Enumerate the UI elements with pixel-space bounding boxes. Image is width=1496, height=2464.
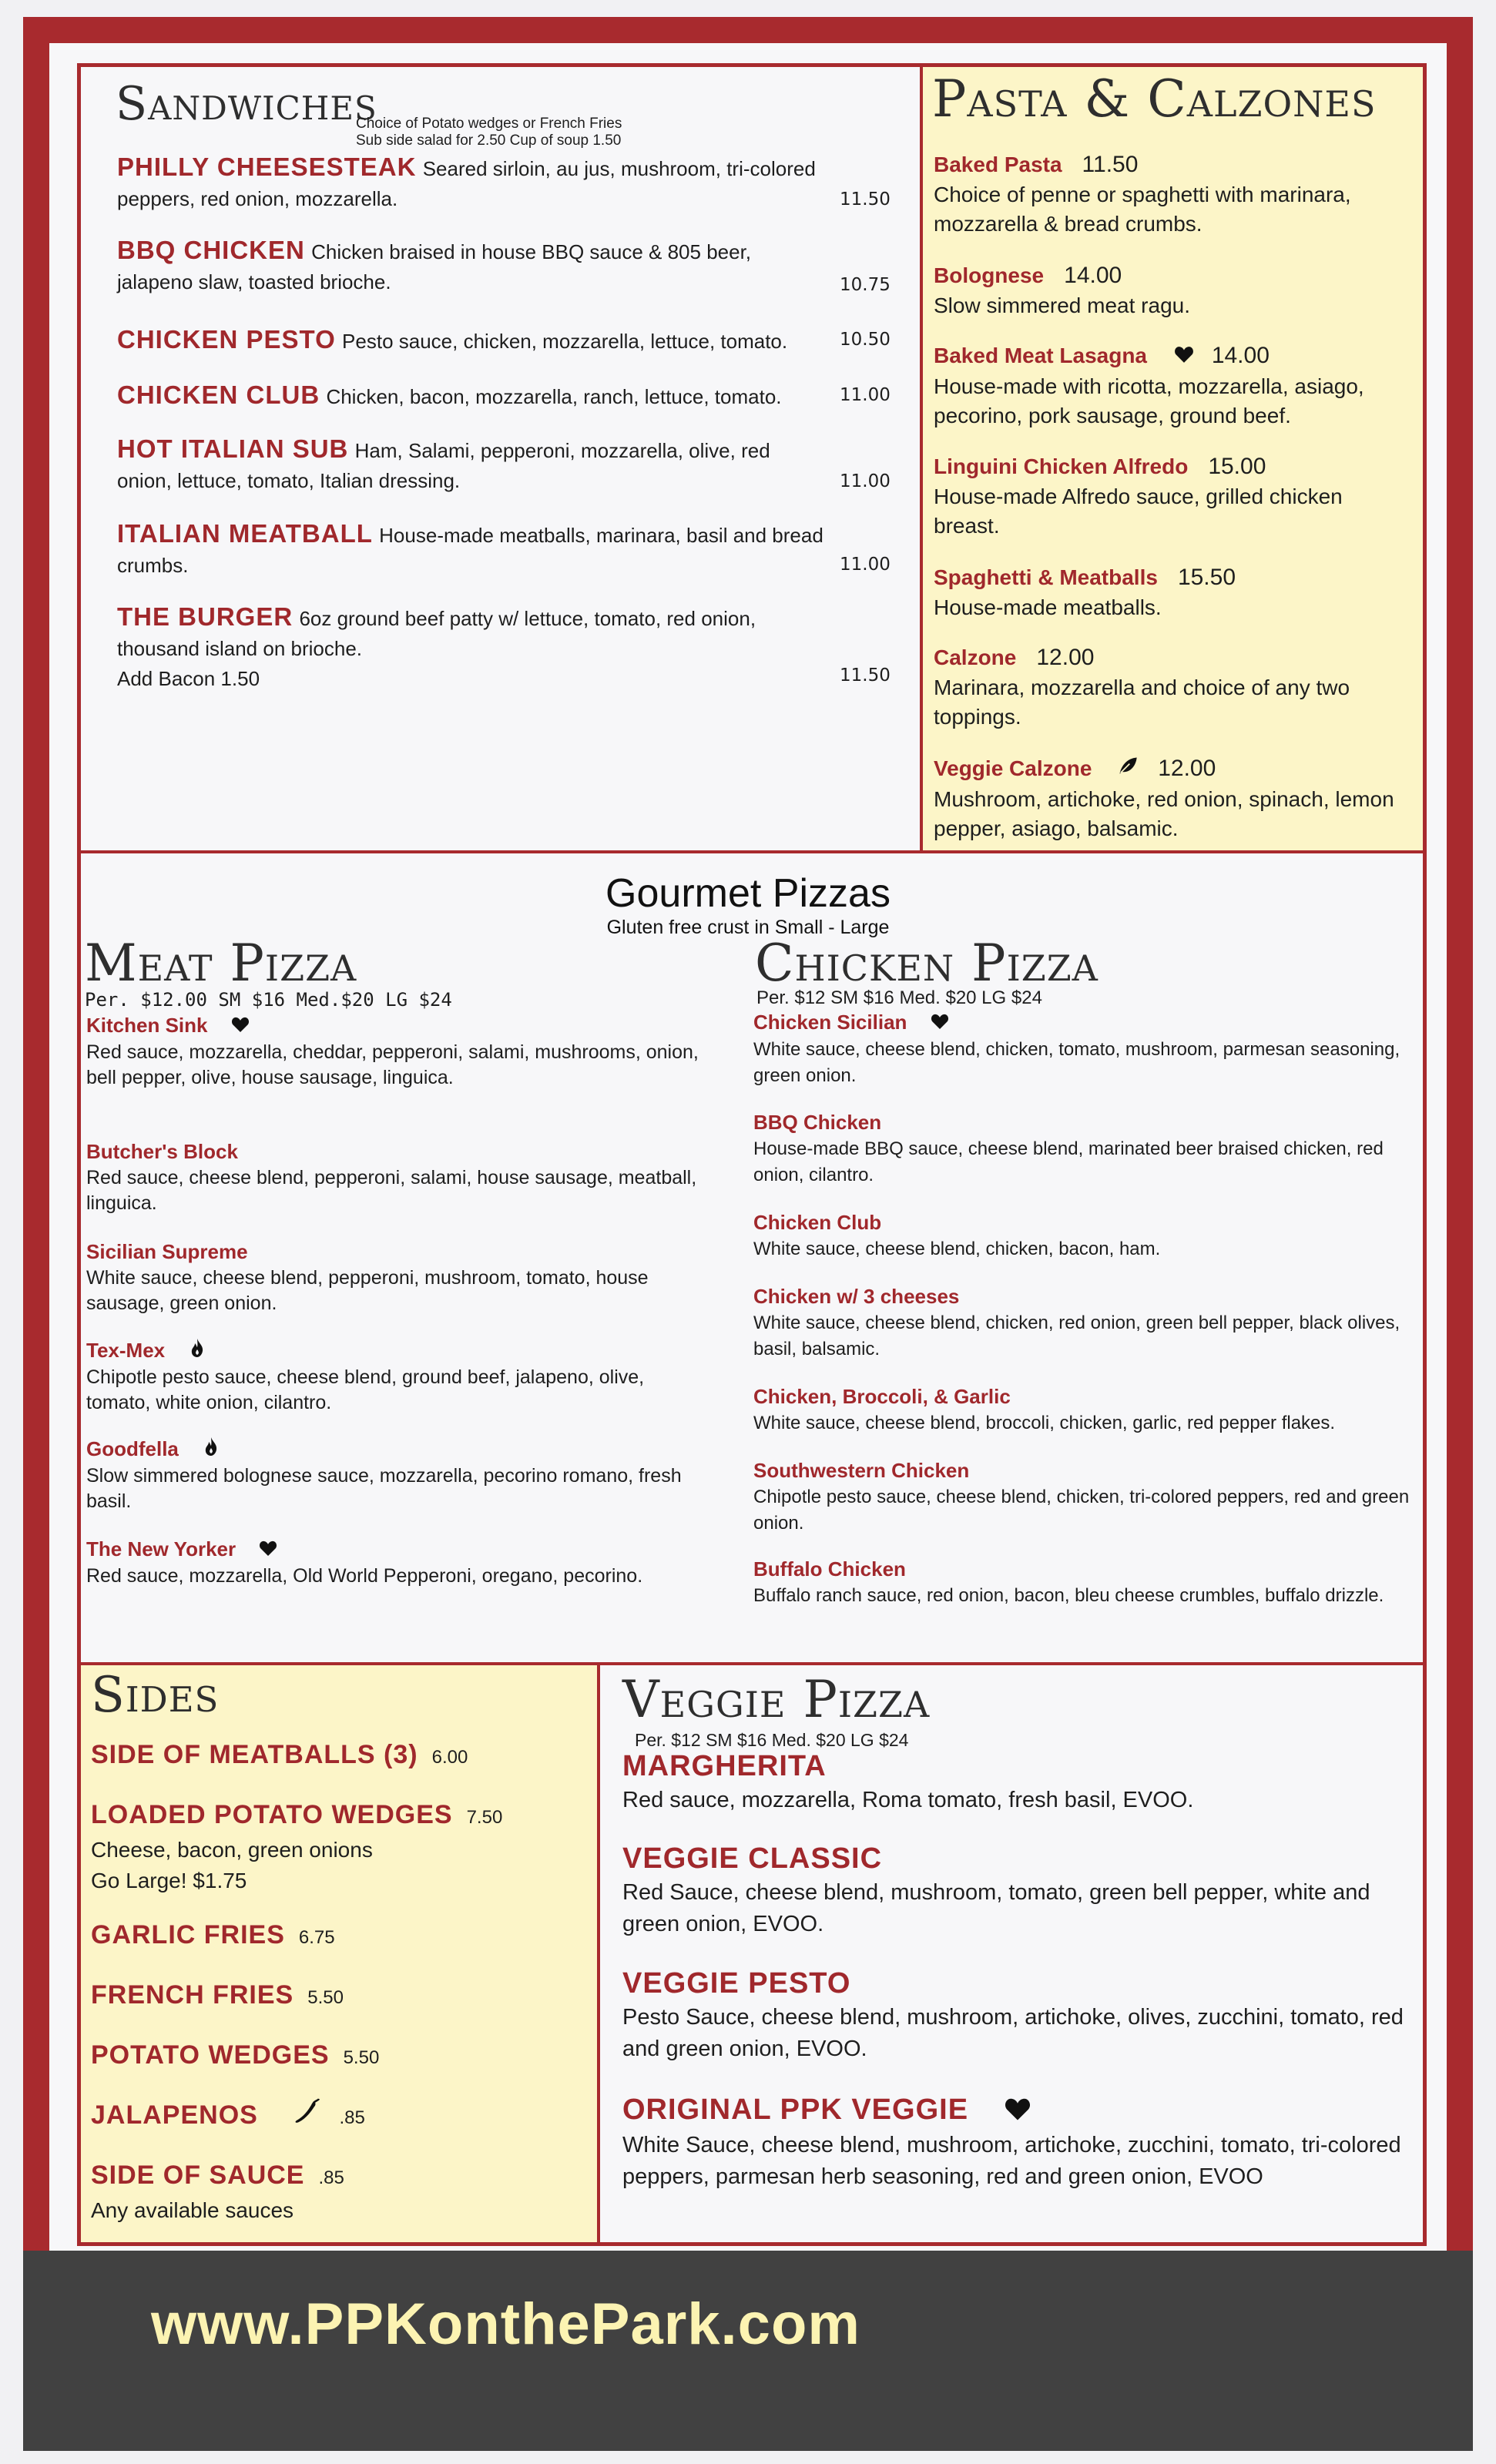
pizza-name: Butcher's Block <box>86 1140 238 1163</box>
pasta-item <box>934 260 1411 320</box>
pizza-name: Chicken Sicilian <box>753 1011 907 1034</box>
pasta-desc: House-made Alfredo sauce, grilled chicken breast. <box>934 484 1343 538</box>
divider-sandwich-pasta <box>920 66 923 852</box>
pizza-desc: Red sauce, mozzarella, Old World Pepperoni, oregano, pecorino. <box>86 1564 643 1587</box>
side-name: SIDE OF SAUCE <box>91 2161 305 2190</box>
heart-icon <box>1174 341 1194 372</box>
side-item <box>91 2098 365 2135</box>
side-item <box>91 2038 379 2075</box>
side-desc: Cheese, bacon, green onions <box>91 1838 373 1862</box>
pizza-desc: White Sauce, cheese blend, mushroom, artichoke, zucchini, tomato, tri-colored peppers, parmesan herb seasoning, red and green onion, EVOO <box>622 2132 1401 2189</box>
veggie-pizza-title: Veggie Pizza <box>622 1670 931 1729</box>
side-price: 7.50 <box>466 1807 503 1828</box>
pasta-price: 12.00 <box>1036 645 1095 670</box>
sandwich-name: PHILLY CHEESESTEAK <box>117 153 417 181</box>
sandwiches-note: Choice of Potato wedges or French Fries Sub side salad for 2.50 Cup of soup 1.50 <box>356 116 622 149</box>
chicken-pizza-item <box>753 1556 1421 1609</box>
sandwich-price: 11.50 <box>840 189 891 210</box>
sandwich-price: 11.50 <box>840 665 891 686</box>
pizza-name: BBQ Chicken <box>753 1111 882 1134</box>
pizza-desc: Red sauce, cheese blend, pepperoni, salami, house sausage, meatball, linguica. <box>86 1167 697 1214</box>
pizza-name: VEGGIE CLASSIC <box>622 1842 883 1875</box>
pasta-name: Linguini Chicken Alfredo <box>934 454 1189 478</box>
sandwich-desc: House-made meatballs, marinara, basil and bread crumbs. <box>117 524 823 577</box>
chicken-pizza-prices: Per. $12 SM $16 Med. $20 LG $24 <box>756 987 1042 1008</box>
pizza-desc: Slow simmered bolognese sauce, mozzarella, pecorino romano, fresh basil. <box>86 1465 682 1512</box>
pasta-title: Pasta & Calzones <box>932 69 1377 129</box>
pizza-desc: Pesto Sauce, cheese blend, mushroom, artichoke, olives, zucchini, tomato, red and green onion, EVOO. <box>622 2005 1404 2061</box>
side-name: JALAPENOS <box>91 2100 258 2130</box>
sandwich-name: ITALIAN MEATBALL <box>117 519 373 548</box>
pepper-icon <box>293 2098 320 2134</box>
pasta-item <box>934 753 1411 843</box>
divider-bottom-section <box>80 1662 1425 1665</box>
side-item <box>91 1978 344 2015</box>
pizza-desc: Red sauce, mozzarella, cheddar, pepperoni, salami, mushrooms, onion, bell pepper, olive, house sausage, linguica. <box>86 1041 699 1088</box>
side-price: 6.00 <box>431 1747 468 1768</box>
veggie-pizza-item <box>622 2090 1408 2193</box>
flame-icon <box>190 1338 205 1365</box>
side-price: .85 <box>339 2107 365 2128</box>
pizza-name: VEGGIE PESTO <box>622 1967 851 2000</box>
sandwich-item <box>117 519 826 581</box>
pasta-desc: Mushroom, artichoke, red onion, spinach, lemon pepper, asiago, balsamic. <box>934 787 1394 840</box>
side-item <box>91 2158 344 2226</box>
sandwich-item <box>117 380 826 412</box>
side-price: 6.75 <box>298 1927 335 1948</box>
pizza-desc: White sauce, cheese blend, pepperoni, mushroom, tomato, house sausage, green onion. <box>86 1267 649 1314</box>
pizza-desc: Red sauce, mozzarella, Roma tomato, fresh basil, EVOO. <box>622 1788 1194 1812</box>
side-desc-extra: Go Large! $1.75 <box>91 1869 247 1892</box>
pasta-item <box>934 451 1411 541</box>
heart-icon <box>931 1011 949 1037</box>
meat-pizza-item <box>86 1138 703 1216</box>
pizza-desc: Chipotle pesto sauce, cheese blend, chicken, tri-colored peppers, red and green onion. <box>753 1487 1410 1534</box>
side-item <box>91 1918 335 1955</box>
pasta-item <box>934 562 1411 622</box>
pasta-item <box>934 340 1411 431</box>
sandwich-item <box>117 236 826 297</box>
sandwich-name: HOT ITALIAN SUB <box>117 434 349 463</box>
pizza-name: The New Yorker <box>86 1537 236 1561</box>
chicken-pizza-item <box>753 1209 1421 1262</box>
chicken-pizza-item <box>753 1009 1421 1089</box>
heart-icon <box>231 1014 250 1040</box>
pasta-name: Baked Pasta <box>934 153 1062 176</box>
pasta-price: 15.50 <box>1177 565 1236 590</box>
website-link[interactable]: www.PPKonthePark.com <box>151 2291 860 2357</box>
pizza-name: Tex-Mex <box>86 1339 166 1362</box>
veggie-pizza-item <box>622 1839 1408 1940</box>
flame-icon <box>203 1436 219 1463</box>
meat-pizza-prices: Per. $12.00 SM $16 Med.$20 LG $24 <box>85 989 452 1011</box>
pasta-name: Spaghetti & Meatballs <box>934 565 1158 589</box>
side-price: 5.50 <box>307 1987 344 2008</box>
chicken-pizza-item <box>753 1283 1421 1363</box>
chicken-pizza-item <box>753 1383 1421 1436</box>
sandwich-price: 10.50 <box>840 330 891 350</box>
meat-pizza-item <box>86 1337 703 1416</box>
sandwiches-title: Sandwiches <box>116 77 377 131</box>
pasta-name: Calzone <box>934 645 1017 669</box>
pizza-name: MARGHERITA <box>622 1750 827 1782</box>
side-name: FRENCH FRIES <box>91 1980 294 2010</box>
pasta-name: Veggie Calzone <box>934 756 1092 780</box>
chicken-pizza-item <box>753 1457 1421 1537</box>
sandwich-desc: Chicken, bacon, mozzarella, ranch, lettuce, tomato. <box>326 385 782 408</box>
meat-pizza-item <box>86 1012 703 1091</box>
sandwich-item <box>117 153 826 214</box>
pizza-name: Chicken w/ 3 cheeses <box>753 1285 960 1308</box>
pizza-desc: Chipotle pesto sauce, cheese blend, ground beef, jalapeno, olive, tomato, white onion, cilantro. <box>86 1366 645 1413</box>
sandwich-name: BBQ CHICKEN <box>117 236 305 264</box>
sandwich-desc: Chicken braised in house BBQ sauce & 805 beer, jalapeno slaw, toasted brioche. <box>117 240 752 293</box>
sandwich-desc: Pesto sauce, chicken, mozzarella, lettuce, tomato. <box>342 330 788 353</box>
sandwich-extra: Add Bacon 1.50 <box>117 667 260 690</box>
meat-pizza-title: Meat Pizza <box>85 934 357 993</box>
pasta-price: 14.00 <box>1064 263 1122 288</box>
sandwich-item <box>117 325 826 357</box>
pizza-name: ORIGINAL PPK VEGGIE <box>622 2094 969 2126</box>
pizza-name: Goodfella <box>86 1437 179 1460</box>
pasta-desc: House-made meatballs. <box>934 595 1162 619</box>
sandwich-desc: 6oz ground beef patty w/ lettuce, tomato, red onion, thousand island on brioche. <box>117 607 756 660</box>
side-item <box>91 1738 468 1775</box>
pizza-desc: Buffalo ranch sauce, red onion, bacon, bleu cheese crumbles, buffalo drizzle. <box>753 1585 1384 1606</box>
side-name: GARLIC FRIES <box>91 1920 285 1949</box>
sandwich-item <box>117 434 826 496</box>
pizza-name: Kitchen Sink <box>86 1014 208 1037</box>
pasta-name: Bolognese <box>934 263 1045 287</box>
gourmet-title: Gourmet Pizzas <box>605 871 891 916</box>
sandwich-name: THE BURGER <box>117 602 293 631</box>
pasta-price: 11.50 <box>1082 152 1139 177</box>
leaf-icon <box>1117 754 1139 785</box>
pasta-name: Baked Meat Lasagna <box>934 344 1147 367</box>
pizza-name: Buffalo Chicken <box>753 1557 906 1581</box>
gourmet-header <box>0 870 1496 938</box>
pasta-desc: House-made with ricotta, mozzarella, asiago, pecorino, pork sausage, ground beef. <box>934 374 1364 427</box>
pasta-price: 14.00 <box>1211 343 1270 368</box>
side-name: LOADED POTATO WEDGES <box>91 1800 453 1829</box>
pasta-desc: Marinara, mozzarella and choice of any two toppings. <box>934 676 1350 729</box>
pasta-desc: Choice of penne or spaghetti with marinara, mozzarella & bread crumbs. <box>934 183 1351 236</box>
side-item <box>91 1798 502 1896</box>
pasta-price: 15.00 <box>1208 454 1266 479</box>
pizza-name: Chicken, Broccoli, & Garlic <box>753 1385 1011 1408</box>
side-price: .85 <box>318 2167 344 2188</box>
sandwich-price: 11.00 <box>840 385 891 405</box>
chicken-pizza-title: Chicken Pizza <box>755 934 1099 993</box>
side-name: POTATO WEDGES <box>91 2040 330 2070</box>
pizza-desc: White sauce, cheese blend, broccoli, chicken, garlic, red pepper flakes. <box>753 1413 1336 1433</box>
pizza-name: Sicilian Supreme <box>86 1240 248 1263</box>
sandwich-name: CHICKEN CLUB <box>117 380 320 409</box>
side-price: 5.50 <box>343 2047 380 2068</box>
veggie-pizza-prices: Per. $12 SM $16 Med. $20 LG $24 <box>635 1730 909 1750</box>
pasta-item <box>934 149 1411 239</box>
pizza-desc: White sauce, cheese blend, chicken, tomato, mushroom, parmesan seasoning, green onion. <box>753 1038 1400 1086</box>
divider-top-section <box>80 850 1425 853</box>
veggie-pizza-item <box>622 1964 1408 2065</box>
pizza-desc: House-made BBQ sauce, cheese blend, marinated beer braised chicken, red onion, cilantro. <box>753 1138 1384 1185</box>
heart-icon <box>1004 2093 1031 2130</box>
pizza-desc: White sauce, cheese blend, chicken, red onion, green bell pepper, black olives, basil, balsamic. <box>753 1312 1400 1359</box>
sandwich-item <box>117 602 826 693</box>
pizza-name: Southwestern Chicken <box>753 1459 970 1482</box>
pizza-desc: White sauce, cheese blend, chicken, bacon, ham. <box>753 1239 1161 1259</box>
divider-sides-veggie <box>597 1665 600 2244</box>
sandwich-name: CHICKEN PESTO <box>117 325 336 354</box>
chicken-pizza-item <box>753 1109 1421 1188</box>
sandwich-price: 11.00 <box>840 555 891 575</box>
meat-pizza-item <box>86 1436 703 1514</box>
gourmet-subtitle: Gluten free crust in Small - Large <box>606 917 890 938</box>
pasta-price: 12.00 <box>1158 756 1216 781</box>
sandwich-price: 11.00 <box>840 471 891 491</box>
pizza-desc: Red Sauce, cheese blend, mushroom, tomato, green bell pepper, white and green onion, EVOO. <box>622 1880 1370 1936</box>
side-desc: Any available sauces <box>91 2198 294 2222</box>
veggie-pizza-item <box>622 1747 1408 1816</box>
pizza-name: Chicken Club <box>753 1211 882 1234</box>
pasta-desc: Slow simmered meat ragu. <box>934 293 1191 317</box>
heart-icon <box>259 1537 277 1564</box>
side-name: SIDE OF MEATBALLS (3) <box>91 1740 418 1769</box>
sandwich-price: 10.75 <box>840 275 891 295</box>
pasta-item <box>934 642 1411 732</box>
meat-pizza-item <box>86 1536 703 1589</box>
meat-pizza-item <box>86 1239 703 1316</box>
sides-title: Sides <box>91 1667 220 1724</box>
sandwich-desc: Seared sirloin, au jus, mushroom, tri-colored peppers, red onion, mozzarella. <box>117 157 816 210</box>
sandwich-desc: Ham, Salami, pepperoni, mozzarella, olive, red onion, lettuce, tomato, Italian dressing. <box>117 439 770 492</box>
